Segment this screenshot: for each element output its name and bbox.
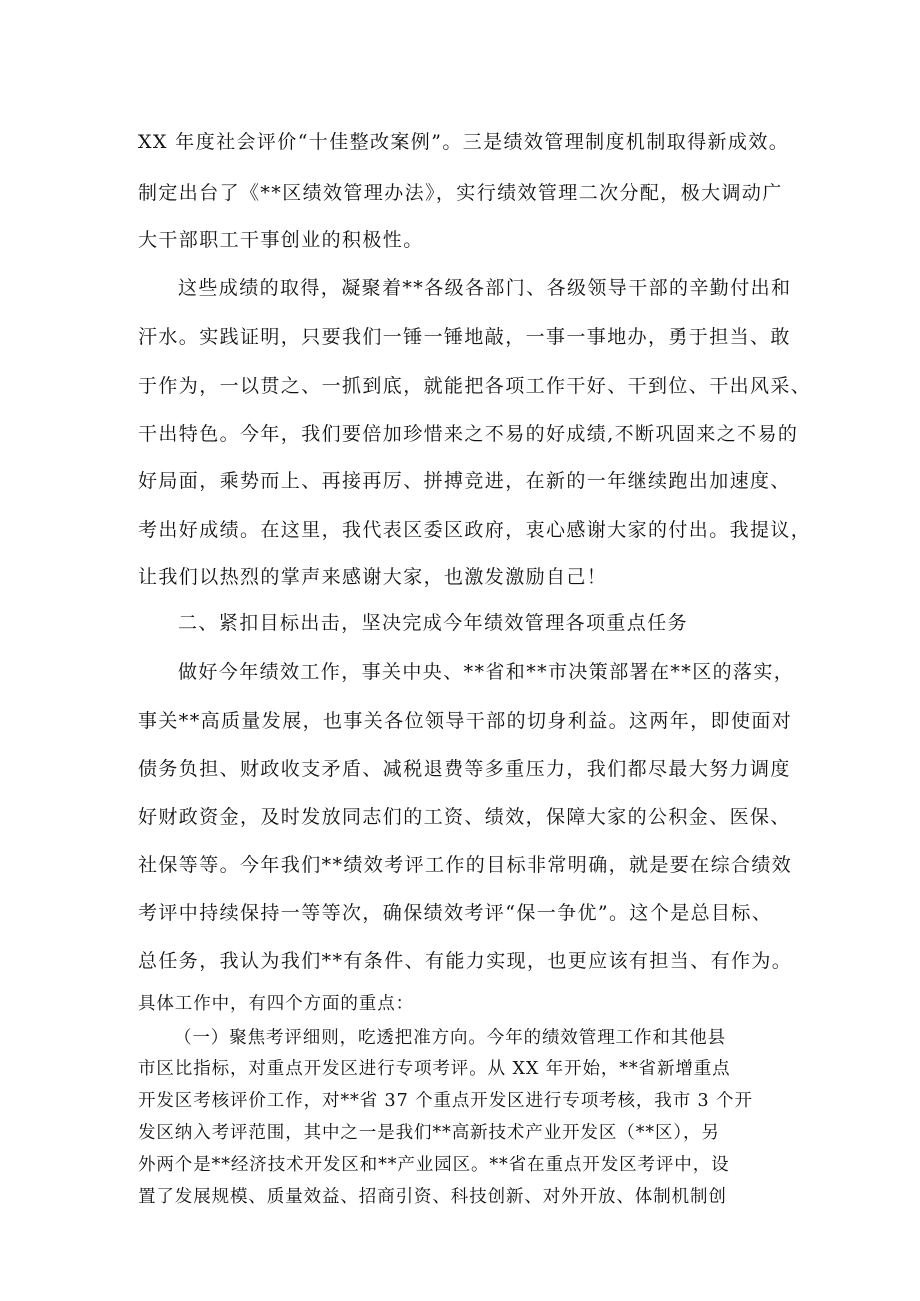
text-line: 让我们以热烈的掌声来感谢大家，也激发激励自己！ [138,566,608,588]
text-line: 汗水。实践证明，只要我们一锤一锤地敲，一事一事地办，勇于担当、敢 [138,326,791,348]
text-line: 干出特色。今年，我们要倍加珍惜来之不易的好成绩,不断巩固来之不易的 [138,423,799,445]
text-line: XX 年度社会评价“十佳整改案例”。三是绩效管理制度机制取得新成效。 [138,131,790,153]
text-line: 开发区考核评价工作，对**省 37 个重点开发区进行专项考核，我市 3 个开 [138,1091,753,1111]
text-line: 考评中持续保持一等等次，确保绩效考评“保一争优”。这个是总目标、 [138,902,773,924]
text-line: 事关**高质量发展，也事关各位领导干部的切身利益。这两年，即使面对 [138,710,793,732]
text-line: 好财政资金，及时发放同志们的工资、绩效，保障大家的公积金、医保、 [138,806,791,828]
text-line: 市区比指标，对重点开发区进行专项考评。从 XX 年开始，**省新增重点 [138,1059,731,1079]
section-heading: 二、紧扣目标出击，坚决完成今年绩效管理各项重点任务 [178,612,689,634]
text-line: 于作为，一以贯之、一抓到底，就能把各项工作干好、干到位、干出风采、 [138,375,812,397]
text-line: 具体工作中，有四个方面的重点： [138,994,414,1014]
text-line: 社保等等。今年我们**绩效考评工作的目标非常明确，就是要在综合绩效 [138,854,793,876]
text-line: 考出好成绩。在这里，我代表区委区政府，衷心感谢大家的付出。我提议， [138,519,812,541]
text-line: 这些成绩的取得，凝聚着**各级各部门、各级领导干部的辛勤付出和 [178,277,792,299]
text-line: 制定出台了《**区绩效管理办法》，实行绩效管理二次分配，极大调动广 [138,182,783,204]
text-line: 债务负担、财政收支矛盾、减税退费等多重压力，我们都尽最大努力调度 [138,758,791,780]
text-line: 大干部职工干事创业的积极性。 [138,229,424,251]
text-line: 总任务，我认为我们**有条件、有能力实现，也更应该有担当、有作为。 [138,950,793,972]
subsection-line: （一）聚焦考评细则，吃透把准方向。今年的绩效管理工作和其他县 [174,1028,726,1048]
text-line: 好局面，乘势而上、再接再厉、拼搏竞进，在新的一年继续跑出加速度、 [138,470,791,492]
text-line: 置了发展规模、质量效益、招商引资、科技创新、对外开放、体制机制创 [138,1187,727,1207]
text-line: 发区纳入考评范围，其中之一是我们**高新技术产业开发区（**区），另 [138,1123,720,1143]
text-line: 做好今年绩效工作，事关中央、**省和**市决策部署在**区的落实， [178,661,795,683]
text-line: 外两个是**经济技术开发区和**产业园区。**省在重点开发区考评中，设 [138,1155,730,1175]
